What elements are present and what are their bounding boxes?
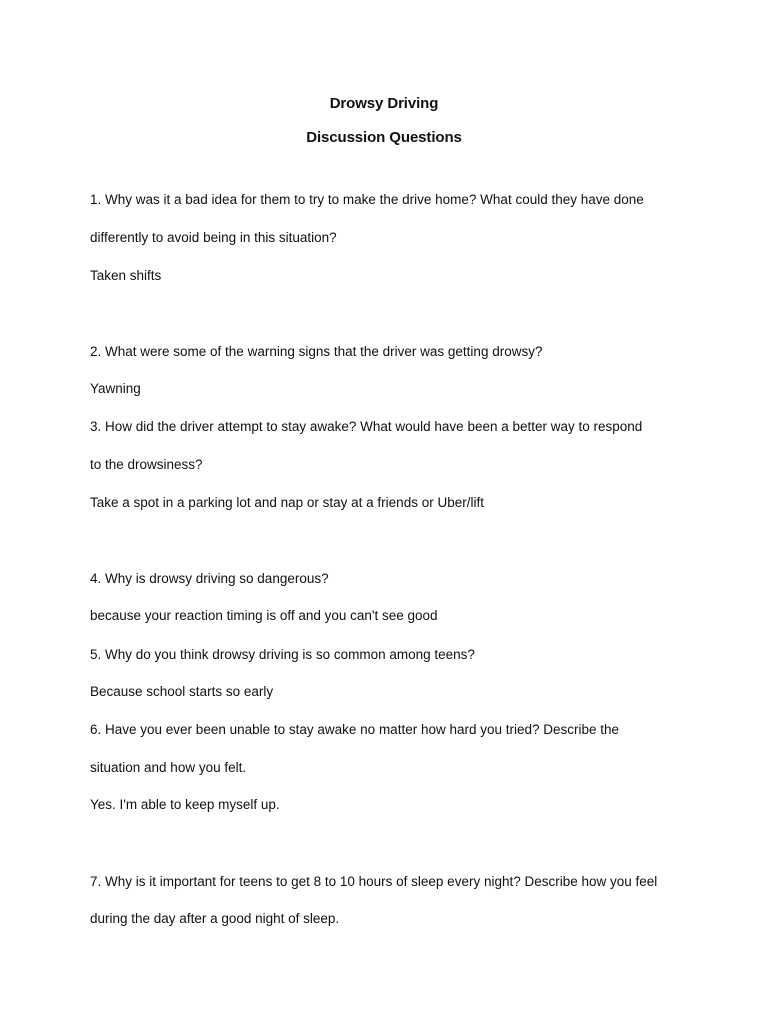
question-4: 4. Why is drowsy driving so dangerous?: [90, 571, 329, 586]
answer-4: because your reaction timing is off and you can't see good: [90, 608, 438, 623]
question-7-line-2: during the day after a good night of sleep.: [90, 911, 340, 926]
question-3-line-1: 3. How did the driver attempt to stay awake? What would have been a better way to respond: [90, 419, 643, 434]
question-5: 5. Why do you think drowsy driving is so common among teens?: [90, 647, 475, 662]
answer-3: Take a spot in a parking lot and nap or stay at a friends or Uber/lift: [90, 495, 484, 510]
question-7-line-1: 7. Why is it important for teens to get 8 to 10 hours of sleep every night? Describe how you feel: [90, 874, 658, 889]
question-3-line-2: to the drowsiness?: [90, 457, 203, 472]
document-subtitle: Discussion Questions: [306, 129, 462, 146]
question-1-line-2: differently to avoid being in this situation?: [90, 230, 337, 245]
question-6-line-1: 6. Have you ever been unable to stay awake no matter how hard you tried? Describe the: [90, 722, 620, 737]
question-6-line-2: situation and how you felt.: [90, 760, 247, 775]
answer-1: Taken shifts: [90, 268, 162, 283]
question-1-line-1: 1. Why was it a bad idea for them to try to make the drive home? What could they have done: [90, 192, 644, 207]
answer-6: Yes. I'm able to keep myself up.: [90, 797, 280, 812]
answer-5: Because school starts so early: [90, 684, 274, 699]
question-2: 2. What were some of the warning signs that the driver was getting drowsy?: [90, 344, 543, 359]
answer-2: Yawning: [90, 381, 141, 396]
document-title: Drowsy Driving: [329, 95, 439, 112]
